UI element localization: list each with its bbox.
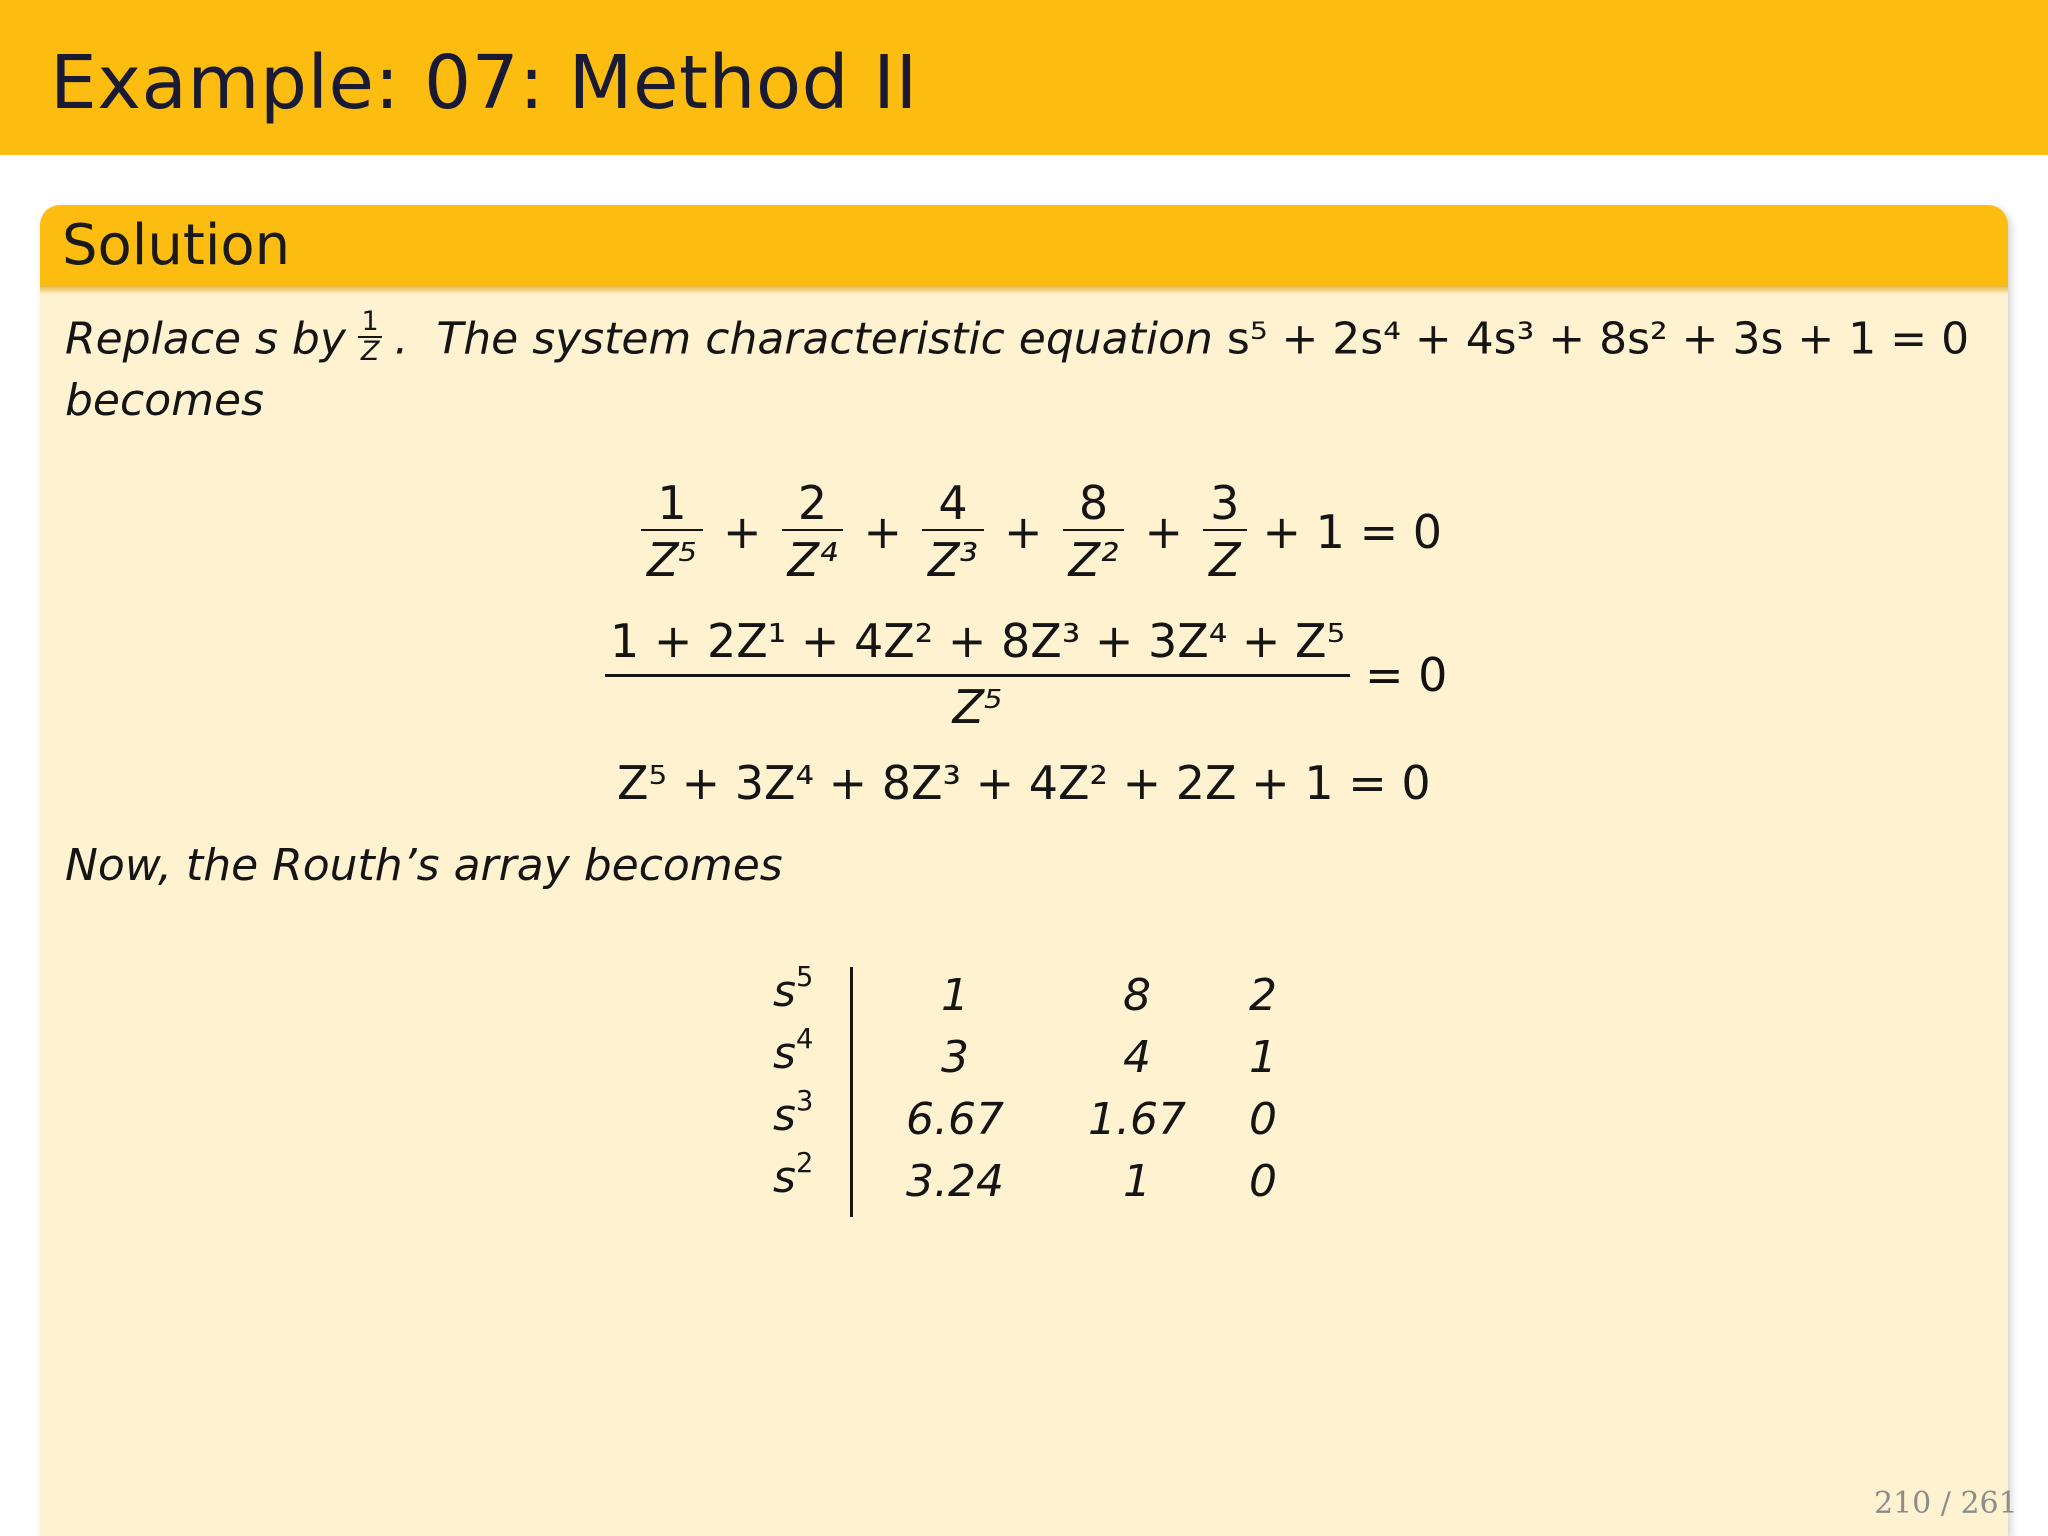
- replace-text: Replace s by: [65, 313, 346, 365]
- routh-intro: Now, the Routh’s array becomes: [65, 840, 783, 891]
- routh-cell: 1: [1123, 1156, 1151, 1207]
- characteristic-equation: s⁵ + 2s⁴ + 4s³ + 8s² + 3s + 1 = 0: [1226, 313, 1970, 365]
- plus-2: +: [863, 504, 902, 559]
- fraction-term-3: [922, 478, 984, 585]
- fraction-term-1: [641, 478, 703, 585]
- plus-4: +: [1144, 504, 1183, 559]
- inline-fraction: [358, 308, 383, 367]
- routh-cell: 0: [1249, 1094, 1277, 1145]
- equation-2-numerator: 1 + 2Z¹ + 4Z² + 8Z³ + 3Z⁴ + Z⁵: [609, 614, 1346, 668]
- routh-cell: 3.24: [906, 1156, 1004, 1207]
- intro-line: [65, 306, 1970, 371]
- row-label-s4-base: s: [773, 1028, 796, 1079]
- fraction-term-4: [1063, 478, 1125, 585]
- row-label-s3-power: 3: [795, 1085, 814, 1117]
- term-3-den: Z³: [922, 529, 984, 586]
- term-4-num: 8: [1078, 476, 1109, 530]
- becomes-line: becomes: [65, 375, 264, 426]
- routh-cell: 1.67: [1088, 1094, 1186, 1145]
- row-label-s3-base: s: [773, 1090, 796, 1141]
- term-1-den: Z⁵: [641, 529, 703, 586]
- routh-cell: 8: [1123, 970, 1151, 1021]
- routh-cell: 6.67: [906, 1094, 1004, 1145]
- routh-cell: 1: [1249, 1032, 1277, 1083]
- title-bar: [0, 0, 2048, 155]
- block-title: Solution: [62, 213, 291, 278]
- fraction-term-5: [1203, 478, 1247, 585]
- equation-3: Z⁵ + 3Z⁴ + 8Z³ + 4Z² + 2Z + 1 = 0: [617, 756, 1431, 810]
- inline-frac-den: Z: [360, 336, 380, 368]
- equation-2-rhs: = 0: [1365, 648, 1448, 702]
- sentence-text: The system characteristic equation: [436, 313, 1213, 365]
- term-2-num: 2: [797, 476, 828, 530]
- term-1-num: 1: [657, 476, 687, 530]
- row-label-s5-base: s: [773, 966, 796, 1017]
- row-label-s2-base: s: [773, 1152, 796, 1203]
- plus-1: +: [722, 504, 762, 559]
- row-label-s5: [773, 961, 814, 1017]
- page-number: 210 / 261: [1874, 1486, 2018, 1521]
- equation-2-fraction: [605, 615, 1350, 734]
- row-label-s2-power: 2: [795, 1147, 814, 1179]
- frame-title: Example: 07: Method II: [50, 40, 918, 126]
- equation-2-denominator: Z⁵: [952, 679, 1003, 734]
- dot-text: .: [394, 313, 409, 365]
- routh-cell: 0: [1249, 1156, 1277, 1207]
- routh-cell: 1: [941, 970, 969, 1021]
- row-label-s2: [773, 1147, 814, 1203]
- term-4-den: Z²: [1063, 529, 1125, 586]
- row-label-s5-power: 5: [795, 961, 814, 993]
- inline-frac-num: 1: [358, 308, 383, 338]
- block-header: [40, 205, 2008, 286]
- fraction-term-2: [782, 478, 844, 585]
- term-2-den: Z⁴: [782, 529, 844, 586]
- row-label-s4-power: 4: [795, 1023, 814, 1055]
- row-label-s4: [773, 1023, 814, 1079]
- routh-cell: 4: [1123, 1032, 1151, 1083]
- term-3-num: 4: [938, 476, 968, 530]
- term-5-num: 3: [1210, 476, 1240, 530]
- routh-cell: 3: [941, 1032, 969, 1083]
- row-label-s3: [773, 1085, 814, 1141]
- plus-3: +: [1003, 504, 1043, 559]
- term-5-den: Z: [1203, 529, 1247, 586]
- equation-1-tail: + 1 = 0: [1262, 504, 1443, 559]
- equation-1: [635, 478, 1442, 585]
- routh-cell: 2: [1249, 970, 1277, 1021]
- routh-divider: [850, 967, 853, 1217]
